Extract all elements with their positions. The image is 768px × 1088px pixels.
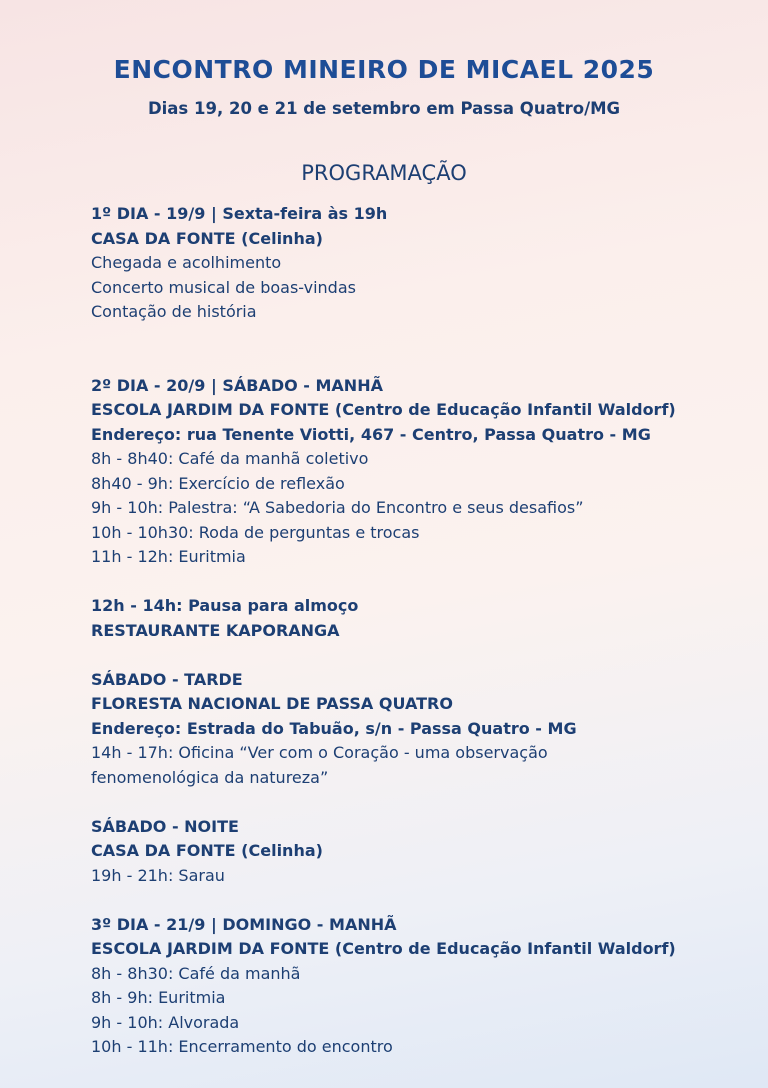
day3-item: 9h - 10h: Alvorada bbox=[91, 1012, 240, 1032]
day2-afternoon-place: FLORESTA NACIONAL DE PASSA QUATRO bbox=[91, 694, 453, 713]
day2-morning-title: 2º DIA - 20/9 | SÁBADO - MANHÃ bbox=[91, 375, 383, 395]
day2-afternoon-item: 14h - 17h: Oficina “Ver com o Coração - uma observação bbox=[91, 743, 548, 762]
day2-morning-item: 9h - 10h: Palestra: “A Sabedoria do Encontro e seus desafios” bbox=[91, 498, 584, 517]
event-dates: Dias 19, 20 e 21 de setembro em Passa Quatro/MG bbox=[147, 99, 621, 118]
day2-morning-item: 8h - 8h40: Café da manhã coletivo bbox=[91, 449, 369, 468]
day1-title: 1º DIA - 19/9 | Sexta-feira às 19h bbox=[91, 204, 388, 223]
lunch-place: RESTAURANTE KAPORANGA bbox=[91, 620, 340, 640]
day1-item: Contação de história bbox=[91, 302, 257, 321]
program-heading: PROGRAMAÇÃO bbox=[301, 161, 467, 185]
day3-item: 8h - 9h: Euritmia bbox=[91, 988, 226, 1007]
day2-morning-place: ESCOLA JARDIM DA FONTE (Centro de Educação Infantil Waldorf) bbox=[91, 400, 676, 419]
day2-afternoon-section bbox=[91, 668, 751, 791]
day1-item: Concerto musical de boas-vindas bbox=[91, 277, 356, 297]
day2-morning-section bbox=[91, 374, 751, 570]
day1-place: CASA DA FONTE (Celinha) bbox=[91, 228, 323, 248]
event-title: ENCONTRO MINEIRO DE MICAEL 2025 bbox=[113, 55, 655, 84]
day3-title: 3º DIA - 21/9 | DOMINGO - MANHÃ bbox=[91, 914, 397, 934]
day2-afternoon-title: SÁBADO - TARDE bbox=[91, 669, 243, 689]
day3-item: 10h - 11h: Encerramento do encontro bbox=[91, 1037, 393, 1056]
day2-afternoon-address: Endereço: Estrada do Tabuão, s/n - Passa Quatro - MG bbox=[91, 718, 577, 738]
day1-section bbox=[91, 202, 751, 325]
day2-morning-item: 8h40 - 9h: Exercício de reflexão bbox=[91, 473, 345, 493]
day2-night-place: CASA DA FONTE (Celinha) bbox=[91, 841, 323, 860]
day2-morning-item: 11h - 12h: Euritmia bbox=[91, 547, 246, 566]
day2-night-section bbox=[91, 815, 751, 889]
day1-item: Chegada e acolhimento bbox=[91, 253, 282, 272]
lunch-section bbox=[91, 594, 751, 643]
day2-morning-address: Endereço: rua Tenente Viotti, 467 - Centro, Passa Quatro - MG bbox=[91, 424, 651, 444]
day3-item: 8h - 8h30: Café da manhã bbox=[91, 963, 301, 983]
day2-night-item: 19h - 21h: Sarau bbox=[91, 865, 225, 885]
day2-afternoon-item: fenomenológica da natureza” bbox=[91, 767, 329, 787]
program-content bbox=[91, 202, 751, 1060]
day3-place: ESCOLA JARDIM DA FONTE (Centro de Educação Infantil Waldorf) bbox=[91, 939, 676, 958]
day3-section bbox=[91, 913, 751, 1060]
day2-night-title: SÁBADO - NOITE bbox=[91, 816, 239, 836]
day2-morning-item: 10h - 10h30: Roda de perguntas e trocas bbox=[91, 522, 420, 542]
lunch-title: 12h - 14h: Pausa para almoço bbox=[91, 596, 359, 615]
